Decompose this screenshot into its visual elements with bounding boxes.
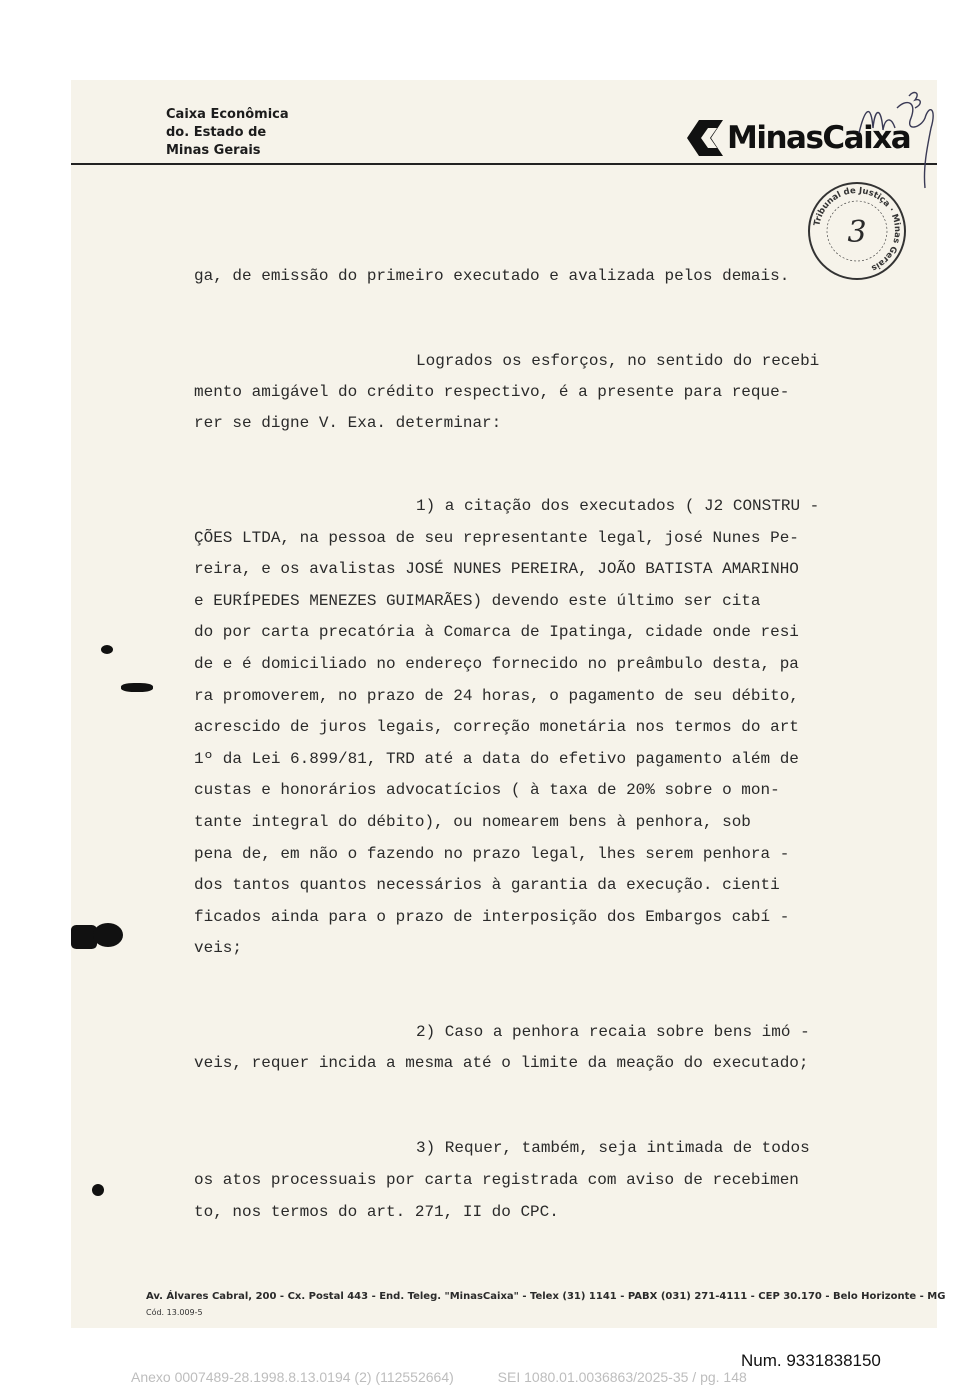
header-rule (71, 163, 937, 165)
text-line: tante integral do débito), ou nomearem bens à penhora, sob (194, 813, 751, 831)
text-line: pena de, em não o fazendo no prazo legal, lhes serem penhora - (194, 845, 790, 863)
document-number: Num. 9331838150 (741, 1351, 881, 1370)
text-line: e EURÍPEDES MENEZES GUIMARÃES) devendo este último ser cita (194, 592, 761, 610)
text-line: veis; (194, 939, 243, 957)
ink-blot (101, 645, 113, 654)
footer-form-code: Cód. 13.009-5 (146, 1308, 203, 1317)
ink-blot (92, 1184, 104, 1196)
footer-address: Av. Álvares Cabral, 200 - Cx. Postal 443 - End. Teleg. "MinasCaixa" - Telex (31) 1141 - PABX (031) 271-4111 - CEP 30.170 - Belo Horizonte - MG (146, 1291, 946, 1302)
ink-blot (121, 683, 153, 692)
annex-right: SEI 1080.01.0036863/2025-35 / pg. 148 (497, 1369, 747, 1385)
text-line: veis, requer incida a mesma até o limite da meação do executado; (194, 1054, 809, 1072)
text-line: 3) Requer, também, seja intimada de todos (416, 1139, 810, 1157)
logo-mark-icon (687, 120, 725, 156)
ink-blot (93, 923, 123, 947)
text-line: 1º da Lei 6.899/81, TRD até a data do efetivo pagamento além de (194, 750, 799, 768)
text-line: ficados ainda para o prazo de interposição dos Embargos cabí - (194, 908, 790, 926)
text-line: dos tantos quantos necessários à garantia da execução. cienti (194, 876, 780, 894)
org-line: Caixa Econômica (166, 107, 289, 122)
text-line: mento amigável do crédito respectivo, é a presente para reque- (194, 383, 790, 401)
annex-left: Anexo 0007489-28.1998.8.13.0194 (2) (112552664) (131, 1369, 454, 1385)
text-line: de e é domiciliado no endereço fornecido no preâmbulo desta, pa (194, 655, 799, 673)
text-line: reira, e os avalistas JOSÉ NUNES PEREIRA, JOÃO BATISTA AMARINHO (194, 560, 799, 578)
text-line: do por carta precatória à Comarca de Ipatinga, cidade onde resi (194, 623, 799, 641)
text-line: ÇÕES LTDA, na pessoa de seu representante legal, josé Nunes Pe- (194, 529, 799, 547)
org-line: do. Estado de (166, 125, 267, 140)
text-line: os atos processuais por carta registrada com aviso de recebimen (194, 1171, 799, 1189)
stamp-page-number: 3 (847, 215, 867, 250)
document-page (71, 80, 946, 1328)
org-name (166, 106, 289, 160)
text-line: custas e honorários advocatícios ( à taxa de 20% sobre o mon- (194, 781, 780, 799)
text-line: ga, de emissão do primeiro executado e avalizada pelos demais. (194, 267, 790, 285)
text-line: rer se digne V. Exa. determinar: (194, 414, 502, 432)
logo-text: MinasCaixa (727, 120, 911, 156)
text-line: ra promoverem, no prazo de 24 horas, o pagamento de seu débito, (194, 687, 799, 705)
text-line: 2) Caso a penhora recaia sobre bens imó - (416, 1023, 810, 1041)
text-line: 1) a citação dos executados ( J2 CONSTRU - (416, 497, 820, 515)
text-line: to, nos termos do art. 271, II do CPC. (194, 1203, 559, 1221)
org-line: Minas Gerais (166, 143, 261, 158)
text-line: Logrados os esforços, no sentido do recebi (416, 352, 820, 370)
handwritten-signature (851, 88, 941, 198)
text-line: acrescido de juros legais, correção monetária nos termos do art (194, 718, 799, 736)
annex-reference (131, 1369, 787, 1385)
stamp-text: Tribunal de Justiça · Minas Gerais (812, 185, 903, 273)
